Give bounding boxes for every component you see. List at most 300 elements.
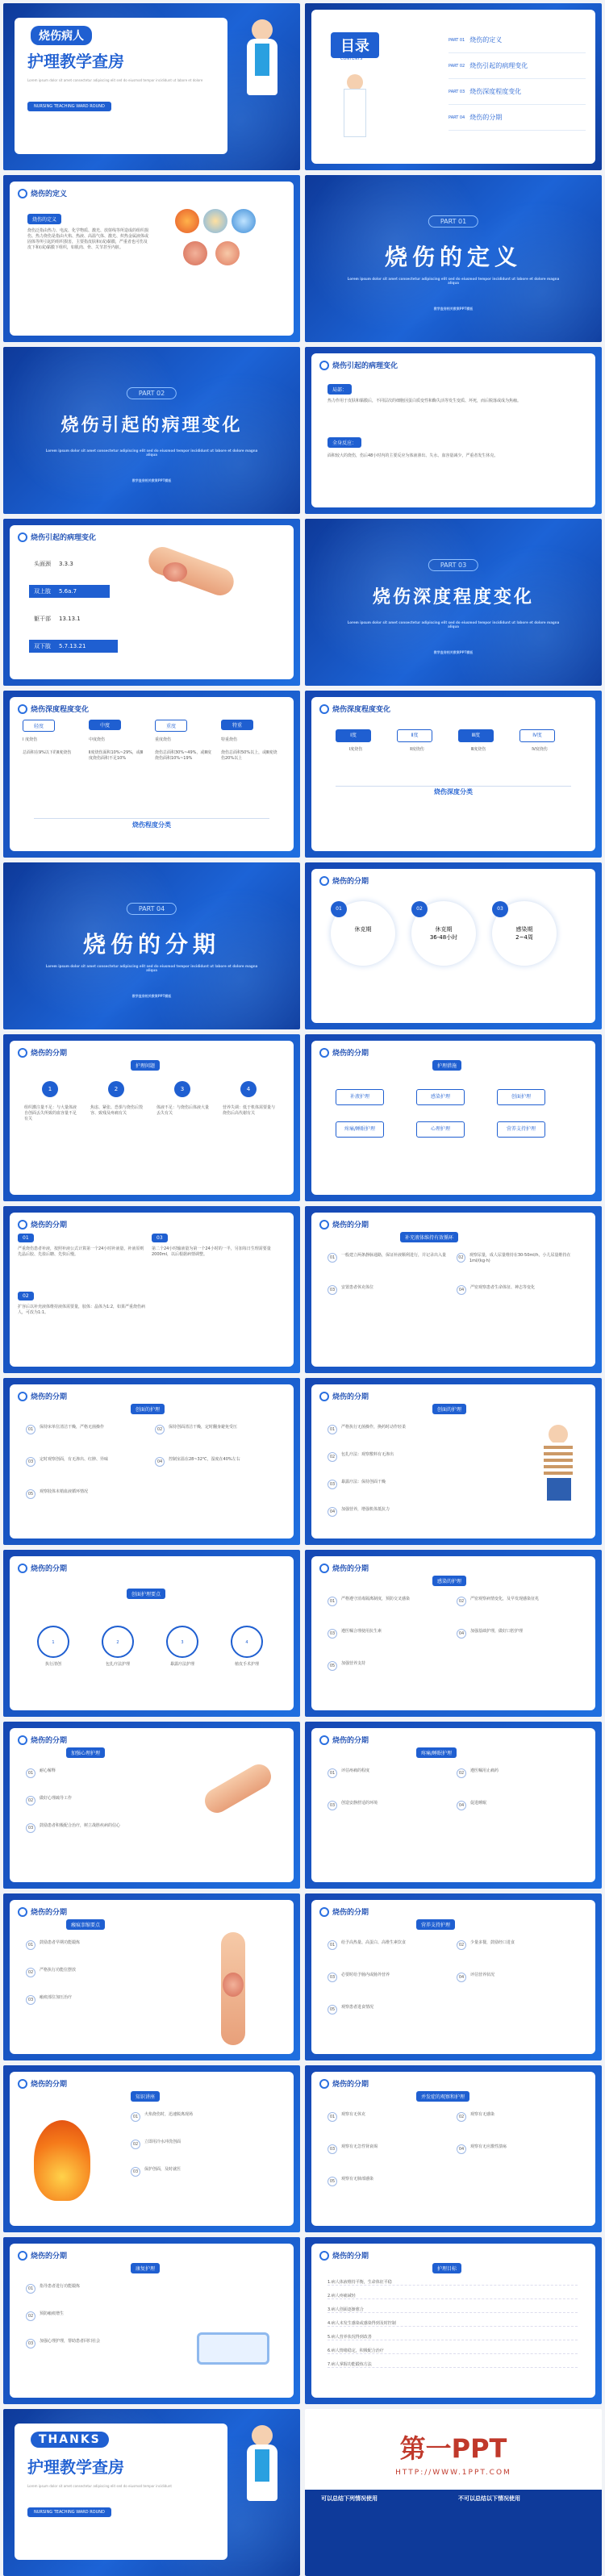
item-number: 02 bbox=[457, 1253, 465, 1263]
toc-item[interactable] bbox=[449, 105, 586, 131]
item-text: 保持床单位清洁干燥，严格无菌操作 bbox=[40, 1425, 105, 1430]
item-text: 暴露疗法：保持创面干燥 bbox=[341, 1480, 386, 1484]
item-text: 做好心理疏导工作 bbox=[40, 1796, 73, 1801]
item-text: 观察有无休克 bbox=[341, 2112, 366, 2117]
stage-duration: 36-48小时 bbox=[429, 934, 458, 941]
section-pill: 感染的护理 bbox=[432, 1576, 466, 1586]
section-pill: 护理目标 bbox=[432, 2263, 461, 2273]
hand-icon bbox=[183, 241, 207, 265]
measure-tag[interactable]: 创面护理 bbox=[497, 1089, 545, 1105]
severity-text: 烧伤总面积50%以上，或Ⅲ度烧伤20%以上 bbox=[221, 750, 277, 761]
list-item bbox=[328, 1768, 449, 1778]
section-pill: 创面的护理 bbox=[432, 1404, 466, 1414]
list-card bbox=[311, 2244, 595, 2398]
measures-card bbox=[311, 1041, 595, 1195]
stages-card bbox=[311, 869, 595, 1023]
list-item bbox=[223, 1626, 271, 1668]
header-title: 烧伤的分期 bbox=[332, 2252, 369, 2261]
slide-goals[interactable] bbox=[305, 2237, 602, 2404]
slide-infection-care[interactable] bbox=[305, 1550, 602, 1717]
slide-header bbox=[18, 1219, 67, 1230]
goal-item: 1.病人体液维持平衡，生命体征平稳 bbox=[328, 2279, 578, 2286]
slide-part-02[interactable] bbox=[3, 347, 300, 514]
fire-icon bbox=[175, 209, 199, 233]
slide-scar-care[interactable] bbox=[3, 1893, 300, 2060]
list-card bbox=[10, 1556, 294, 1710]
list-item bbox=[457, 1768, 578, 1778]
item-number: 03 bbox=[26, 1995, 35, 2005]
slide-header bbox=[319, 2250, 369, 2261]
list-item bbox=[328, 1507, 449, 1517]
item-number: 01 bbox=[131, 2112, 140, 2122]
slide-header bbox=[319, 1047, 369, 1058]
depth-tag[interactable]: Ⅳ度 bbox=[519, 729, 555, 742]
slide-header bbox=[18, 1735, 67, 1745]
logo-icon bbox=[18, 532, 27, 542]
slide-cover[interactable] bbox=[3, 3, 300, 170]
section-subtitle: Lorem ipsum dolor sit amet consectetur adipiscing elit sed do eiusmod tempor incididunt ut labore et dolore magna aliqua bbox=[347, 620, 560, 628]
list-item bbox=[328, 1801, 449, 1810]
slide-header bbox=[18, 703, 89, 714]
slide-header bbox=[319, 1219, 369, 1230]
header-title: 烧伤的分期 bbox=[31, 2081, 68, 2089]
section-pill: 创面的护理 bbox=[131, 1404, 165, 1414]
local-pill: 局部： bbox=[328, 384, 352, 395]
list-item bbox=[328, 1661, 449, 1671]
item-text: 观察肢体末梢血液循环情况 bbox=[40, 1489, 89, 1494]
item-number: 03 bbox=[328, 1973, 337, 1982]
list-item bbox=[26, 2311, 147, 2321]
list-item bbox=[328, 1452, 449, 1462]
severity-card bbox=[10, 697, 294, 851]
slide-header bbox=[319, 703, 390, 714]
list-item bbox=[26, 1489, 147, 1499]
slide-header bbox=[18, 1391, 67, 1401]
header-title: 烧伤的分期 bbox=[332, 1565, 369, 1573]
slide-rehab[interactable] bbox=[3, 2237, 300, 2404]
list-item bbox=[26, 1768, 147, 1778]
slide-header bbox=[319, 1906, 369, 1917]
severity-sub: 中度烧伤 bbox=[89, 737, 106, 742]
slide-definition[interactable] bbox=[3, 175, 300, 342]
logo-icon bbox=[319, 1048, 329, 1058]
cover-en-badge: NURSING TEACHING WARD ROUND bbox=[27, 102, 111, 111]
systemic-text: 面积较大的烧伤，伤后48小时内的主要反应为体液渗出、失水、血容量减少，严重者发生休克。 bbox=[328, 453, 499, 458]
item-text: 鼓励患者早期功能锻炼 bbox=[40, 1940, 81, 1945]
cover-title-line2: 护理教学查房 bbox=[27, 52, 124, 71]
item-text: 执行清创 bbox=[44, 1662, 61, 1667]
thanks-subtitle: 护理教学查房 bbox=[27, 2457, 124, 2477]
list-card bbox=[311, 1384, 595, 1539]
section-pill: 创面护理要点 bbox=[127, 1589, 165, 1599]
logo-icon bbox=[319, 876, 329, 886]
section-pill: 疼痛/睡眠护理 bbox=[416, 1747, 457, 1758]
item-text: 观察有无急性肾衰竭 bbox=[341, 2144, 378, 2149]
contents-card bbox=[311, 10, 595, 164]
item-number: 3 bbox=[166, 1626, 198, 1658]
depth-footer bbox=[311, 782, 595, 797]
toc-item[interactable] bbox=[449, 53, 586, 79]
stage-number: 02 bbox=[411, 901, 428, 917]
slide-part-01[interactable] bbox=[305, 175, 602, 342]
item-text: 必要时给予肠内或肠外营养 bbox=[341, 1973, 390, 1977]
item-text: 严密观察患者生命体征、神志等变化 bbox=[470, 1285, 536, 1290]
item-number: 04 bbox=[457, 2144, 466, 2154]
problem-text: 营养失调：低于机体需要量与烧伤后高代谢有关 bbox=[223, 1105, 276, 1116]
section-subtitle: Lorem ipsum dolor sit amet consectetur adipiscing elit sed do eiusmod tempor incididunt ut labore et dolore magna aliqua bbox=[45, 964, 258, 972]
item-text: 加强心理护理，帮助患者回归社会 bbox=[40, 2339, 101, 2344]
list-item bbox=[457, 2112, 578, 2122]
block-text: 扩容后以补充液体维持液体需要量，胶体：晶体为1:2，如果严重烧伤病人，可改为1:1。 bbox=[18, 1305, 146, 1315]
item-text: 严密观察病情变化，及早发现感染征兆 bbox=[470, 1597, 540, 1601]
item-text: 创造安静舒适的环境 bbox=[341, 1801, 378, 1806]
goal-item: 2.病人疼痛减轻 bbox=[328, 2293, 578, 2299]
brand-left-label: 可以总结下列情况使用 bbox=[321, 2495, 378, 2502]
item-number: 04 bbox=[457, 1629, 466, 1639]
goal-item: 7.病人掌握功能锻炼方法 bbox=[328, 2361, 578, 2368]
header-title: 烧伤的分期 bbox=[31, 1565, 68, 1573]
item-number: 05 bbox=[328, 2177, 337, 2186]
list-card bbox=[10, 2072, 294, 2226]
header-title: 烧伤的分期 bbox=[332, 1393, 369, 1401]
slide-brand[interactable] bbox=[305, 2409, 602, 2576]
item-text: 瘢痕部位加压治疗 bbox=[40, 1995, 73, 2000]
item-number: 04 bbox=[155, 1457, 165, 1467]
section-title: 烧伤的定义 bbox=[384, 244, 522, 270]
header-title: 烧伤的分期 bbox=[31, 2252, 68, 2261]
list-item bbox=[328, 1480, 449, 1489]
item-number: 03 bbox=[26, 1457, 35, 1467]
item-number: 01 bbox=[26, 1425, 35, 1434]
item-text: 包扎疗法：观察敷料有无渗出 bbox=[341, 1452, 394, 1457]
slide-header bbox=[319, 2078, 369, 2089]
header-title: 烧伤深度程度变化 bbox=[332, 706, 391, 714]
depth-sub: Ⅰ度烧伤 bbox=[348, 747, 363, 752]
measure-tag[interactable]: 营养支持护理 bbox=[497, 1121, 545, 1138]
slide-wound-care-b[interactable] bbox=[305, 1378, 602, 1545]
slide-part-03[interactable] bbox=[305, 519, 602, 686]
slide-header bbox=[18, 532, 96, 542]
list-item bbox=[26, 1968, 147, 1977]
measure-tag[interactable]: 心理护理 bbox=[416, 1121, 465, 1138]
toc-number: PART 04 bbox=[449, 115, 465, 120]
item-text: 定时观察创面，有无渗出、红肿、异味 bbox=[40, 1457, 109, 1462]
item-number: 03 bbox=[26, 1823, 35, 1833]
header-title: 烧伤深度程度变化 bbox=[31, 706, 90, 714]
thanks-title: THANKS bbox=[31, 2432, 109, 2448]
problem-number: 1 bbox=[42, 1081, 58, 1097]
logo-icon bbox=[18, 1048, 27, 1058]
item-number: 05 bbox=[328, 1661, 337, 1671]
block-text: 严重烧伤患者补液，按照补液公式计算第一个24小时补液量，补液原则先晶后胶、先盐后糖、先快后慢。 bbox=[18, 1246, 144, 1257]
stage-label: 休克期 bbox=[435, 926, 453, 933]
item-text: 观察有无肺部感染 bbox=[341, 2177, 374, 2181]
slide-stages[interactable] bbox=[305, 862, 602, 1029]
item-number: 02 bbox=[155, 1425, 165, 1434]
goal-item: 5.病人营养状况得到改善 bbox=[328, 2334, 578, 2340]
item-number: 04 bbox=[457, 1285, 466, 1295]
slide-header bbox=[18, 188, 67, 198]
hand-illustration bbox=[201, 1760, 276, 1818]
item-number: 01 bbox=[328, 1253, 337, 1263]
area-part: 双上肢 bbox=[34, 588, 51, 595]
part-badge: PART 04 bbox=[127, 903, 177, 915]
item-text: 暴露疗法护理 bbox=[169, 1662, 194, 1667]
section-footer: 教学查房相关教案PPT模板 bbox=[131, 478, 172, 482]
logo-icon bbox=[18, 1392, 27, 1401]
thanks-en-badge: NURSING TEACHING WARD ROUND bbox=[27, 2507, 111, 2517]
depth-card bbox=[311, 697, 595, 851]
item-text: 观察尿量，成人尿量维持在30-50ml/h，小儿尿量维持在1ml/(kg·h) bbox=[469, 1253, 571, 1263]
list-item bbox=[328, 1629, 449, 1639]
stage-circle[interactable] bbox=[411, 901, 476, 966]
depth-tag[interactable]: Ⅲ度 bbox=[458, 729, 494, 742]
block-number: 03 bbox=[152, 1234, 168, 1242]
list-item bbox=[457, 1801, 578, 1810]
item-number: 02 bbox=[457, 1597, 466, 1606]
slide-nutrition[interactable] bbox=[305, 1893, 602, 2060]
toc-number: PART 01 bbox=[449, 37, 465, 43]
list-item bbox=[26, 1940, 147, 1950]
item-text: 遵医嘱合理使用抗生素 bbox=[341, 1629, 382, 1634]
item-text: 少量多餐，鼓励经口进食 bbox=[470, 1940, 515, 1945]
contents-en: CONTENTS bbox=[340, 56, 363, 61]
section-pill: 补充液体维持有效循环 bbox=[400, 1232, 458, 1242]
nurse-illustration bbox=[237, 19, 286, 108]
severity-sub: I 度烧伤 bbox=[23, 737, 38, 742]
item-text: 预防瘢痕增生 bbox=[40, 2311, 65, 2316]
item-text: 一般建立两条静脉通路，保证补液顺利进行，并记录出入量 bbox=[341, 1253, 447, 1258]
slide-nursing-problems[interactable] bbox=[3, 1034, 300, 1201]
list-item bbox=[131, 2112, 252, 2122]
block-number: 01 bbox=[18, 1234, 34, 1242]
part-badge: PART 02 bbox=[127, 387, 177, 399]
item-number: 03 bbox=[328, 2144, 337, 2154]
header-title: 烧伤引起的病理变化 bbox=[332, 362, 398, 370]
problems-card bbox=[10, 1041, 294, 1195]
list-card bbox=[311, 1728, 595, 1882]
thanks-card bbox=[15, 2424, 227, 2560]
item-number: 01 bbox=[328, 2112, 337, 2122]
arm-illustration bbox=[145, 543, 238, 599]
item-text: 促进睡眠 bbox=[470, 1801, 487, 1806]
item-number: 03 bbox=[328, 1480, 337, 1489]
toc-item[interactable] bbox=[449, 27, 586, 53]
block-number: 02 bbox=[18, 1292, 34, 1301]
severity-head: 轻度 bbox=[23, 720, 55, 732]
brand-url[interactable]: HTTP://WWW.1PPT.COM bbox=[395, 2469, 511, 2477]
slide-fluid-formula[interactable] bbox=[3, 1206, 300, 1373]
depth-tag[interactable]: Ⅰ度 bbox=[336, 729, 371, 742]
list-item bbox=[457, 1253, 578, 1264]
list-item bbox=[328, 1973, 449, 1982]
list-item bbox=[328, 2112, 449, 2122]
slide-pathology[interactable] bbox=[305, 347, 602, 514]
item-text: 观察有无感染 bbox=[470, 2112, 495, 2117]
section-pill: 烧伤的定义 bbox=[27, 214, 61, 224]
measure-tag[interactable]: 疼痛/睡眠护理 bbox=[336, 1121, 384, 1138]
slide-depth[interactable] bbox=[305, 691, 602, 858]
chem-icon bbox=[232, 209, 256, 233]
toc-number: PART 02 bbox=[449, 63, 465, 69]
slide-severity[interactable] bbox=[3, 691, 300, 858]
list-item bbox=[131, 2167, 252, 2177]
list-item bbox=[26, 1457, 147, 1467]
list-card bbox=[311, 1900, 595, 2054]
area-row bbox=[29, 612, 110, 625]
problem-number: 2 bbox=[108, 1081, 124, 1097]
item-text: 指导患者进行功能锻炼 bbox=[40, 2284, 81, 2289]
item-number: 01 bbox=[26, 1940, 35, 1950]
list-item bbox=[457, 1597, 578, 1606]
section-title: 烧伤的分期 bbox=[82, 931, 220, 958]
item-number: 01 bbox=[328, 1940, 337, 1950]
item-number: 4 bbox=[231, 1626, 263, 1658]
part-badge: PART 03 bbox=[428, 559, 478, 571]
slide-thanks[interactable] bbox=[3, 2409, 300, 2576]
severity-sub: 重度烧伤 bbox=[155, 737, 172, 742]
boy-illustration bbox=[539, 1425, 579, 1505]
slide-pain-care[interactable] bbox=[305, 1722, 602, 1889]
cover-subtitle: Lorem ipsum dolor sit amet consectetur adipiscing elit sed do eiusmod tempor incididunt ut labore et dolore bbox=[27, 78, 203, 82]
toc-item[interactable] bbox=[449, 79, 586, 105]
slide-wound-care-a[interactable] bbox=[3, 1378, 300, 1545]
list-item bbox=[26, 1425, 147, 1434]
depth-sub: Ⅱ度烧伤 bbox=[410, 747, 424, 752]
slide-header bbox=[319, 875, 369, 886]
severity-text: 总面积在9%以下的Ⅱ度烧伤 bbox=[23, 750, 72, 755]
section-pill: 营养支持护理 bbox=[416, 1919, 455, 1930]
depth-sub: Ⅲ度烧伤 bbox=[470, 747, 486, 752]
slide-psych-care[interactable] bbox=[3, 1722, 300, 1889]
section-pill: 知识讲座 bbox=[131, 2091, 160, 2102]
item-number: 02 bbox=[26, 1968, 35, 1977]
measure-tag[interactable]: 补液护理 bbox=[336, 1089, 384, 1105]
logo-icon bbox=[18, 1735, 27, 1745]
item-number: 04 bbox=[457, 1973, 466, 1982]
area-row bbox=[29, 585, 110, 598]
item-text: 给予高热量、高蛋白、高维生素饮食 bbox=[341, 1940, 407, 1945]
list-card bbox=[311, 1556, 595, 1710]
item-number: 02 bbox=[328, 1452, 337, 1462]
logo-icon bbox=[18, 189, 27, 198]
section-subtitle: Lorem ipsum dolor sit amet consectetur adipiscing elit sed do eiusmod tempor incididunt ut labore et dolore magna aliqua bbox=[347, 277, 560, 285]
list-item bbox=[26, 2284, 147, 2294]
measure-tag[interactable]: 感染护理 bbox=[416, 1089, 465, 1105]
thanks-text: Lorem ipsum dolor sit amet consectetur adipiscing elit sed do eiusmod tempor incididunt bbox=[27, 2484, 172, 2488]
fire-illustration bbox=[34, 2120, 90, 2201]
logo-icon bbox=[319, 361, 329, 370]
item-text: 火焰烧伤时，迅速脱离现场 bbox=[144, 2112, 194, 2117]
item-text: 立即用冷水冲洗创面 bbox=[144, 2140, 182, 2144]
slide-wound-keypoints[interactable] bbox=[3, 1550, 300, 1717]
stage-number: 03 bbox=[492, 901, 508, 917]
burn-mark bbox=[163, 562, 187, 582]
toc-list bbox=[449, 27, 586, 131]
item-text: 遵医嘱用止痛药 bbox=[470, 1768, 499, 1773]
item-text: 植皮手术护理 bbox=[234, 1662, 259, 1667]
area-value: 3.3.3 bbox=[59, 561, 73, 567]
fluid-card bbox=[10, 1213, 294, 1367]
area-card bbox=[10, 525, 294, 679]
logo-icon bbox=[319, 1907, 329, 1917]
item-number: 02 bbox=[26, 1796, 35, 1806]
stage-label: 休克期 bbox=[354, 926, 372, 933]
item-number: 02 bbox=[131, 2140, 140, 2149]
toc-number: PART 03 bbox=[449, 89, 465, 94]
header-title: 烧伤的分期 bbox=[332, 1221, 369, 1230]
header-title: 烧伤的分期 bbox=[332, 1909, 369, 1917]
logo-icon bbox=[319, 2079, 329, 2089]
item-number: 01 bbox=[26, 1768, 35, 1778]
list-item bbox=[131, 2140, 252, 2149]
list-item bbox=[457, 1973, 578, 1982]
severity-footer bbox=[10, 815, 294, 830]
nurse-small-illustration bbox=[339, 74, 371, 147]
header-title: 烧伤的分期 bbox=[332, 1050, 369, 1058]
header-title: 烧伤的分期 bbox=[332, 1737, 369, 1745]
slide-fluid-circulation[interactable] bbox=[305, 1206, 602, 1373]
item-number: 04 bbox=[457, 1801, 466, 1810]
stage-circle[interactable] bbox=[492, 901, 557, 966]
list-card bbox=[10, 1728, 294, 1882]
severity-head: 重度 bbox=[155, 720, 187, 732]
item-text: 观察患者进食情况 bbox=[341, 2005, 374, 2010]
slide-header bbox=[319, 1391, 369, 1401]
list-item bbox=[26, 1796, 147, 1806]
item-text: 保持创面清洁干燥，定时翻身避免受压 bbox=[169, 1425, 238, 1430]
brand-logo: 第一PPT bbox=[399, 2433, 507, 2464]
logo-icon bbox=[319, 704, 329, 714]
list-item bbox=[457, 1285, 578, 1295]
depth-tag[interactable]: Ⅱ度 bbox=[397, 729, 432, 742]
list-item bbox=[328, 1940, 449, 1950]
list-item bbox=[457, 2144, 578, 2154]
footer-label: 烧伤程度分类 bbox=[126, 821, 177, 829]
area-part: 头面颈 bbox=[34, 561, 51, 567]
section-pill: 并发症的观察和护理 bbox=[416, 2091, 469, 2102]
area-value: 5.7.13.21 bbox=[59, 643, 86, 649]
header-title: 烧伤的分期 bbox=[31, 1221, 68, 1230]
list-item bbox=[328, 1597, 449, 1606]
stage-circle[interactable] bbox=[331, 901, 395, 966]
slide-knowledge[interactable] bbox=[3, 2065, 300, 2232]
logo-icon bbox=[18, 2251, 27, 2261]
brand-right-label: 不可以总结以下情况使用 bbox=[458, 2495, 520, 2502]
slide-contents[interactable] bbox=[305, 3, 602, 170]
item-text: 严格执行功能位摆放 bbox=[40, 1968, 77, 1973]
severity-sub: 特重烧伤 bbox=[221, 737, 238, 742]
goal-item: 3.病人创面逐渐愈合 bbox=[328, 2307, 578, 2313]
problem-text: 组织灌注量不足：与大量体液自创面丢失所致的血容量不足有关 bbox=[24, 1105, 77, 1121]
problem-number: 4 bbox=[240, 1081, 257, 1097]
list-item bbox=[328, 2005, 449, 2014]
list-item bbox=[328, 2144, 449, 2154]
item-number: 01 bbox=[328, 1597, 337, 1606]
definition-text: 烧伤泛指由热力、电流、化学物质、激光、放射线等所造成的组织损伤。热力烧伤是指由火焰、热液、高温气体、激光、炽热金属液体或固体等所引起的组织损害，主要指皮肤和(或)黏膜，严重者也可伤及皮下和(或)黏膜下组织，如肌肉、骨、关节甚至内脏。 bbox=[27, 228, 149, 250]
header-title: 烧伤的分期 bbox=[332, 878, 369, 886]
slide-header bbox=[18, 2250, 67, 2261]
list-card bbox=[10, 2244, 294, 2398]
slide-part-04[interactable] bbox=[3, 862, 300, 1029]
item-text: 评估疼痛的程度 bbox=[341, 1768, 370, 1773]
slide-area-rule[interactable] bbox=[3, 519, 300, 686]
slide-complications[interactable] bbox=[305, 2065, 602, 2232]
section-subtitle: Lorem ipsum dolor sit amet consectetur adipiscing elit sed do eiusmod tempor incididunt ut labore et dolore magna aliqua bbox=[45, 449, 258, 457]
slide-nursing-measures[interactable] bbox=[305, 1034, 602, 1201]
toc-label: 烧伤的定义 bbox=[469, 36, 503, 44]
block-text: 第二个24小时输液量为第一个24小时的一半，另加每日生理需要量2000ml，以后根据病情调整。 bbox=[152, 1246, 271, 1257]
